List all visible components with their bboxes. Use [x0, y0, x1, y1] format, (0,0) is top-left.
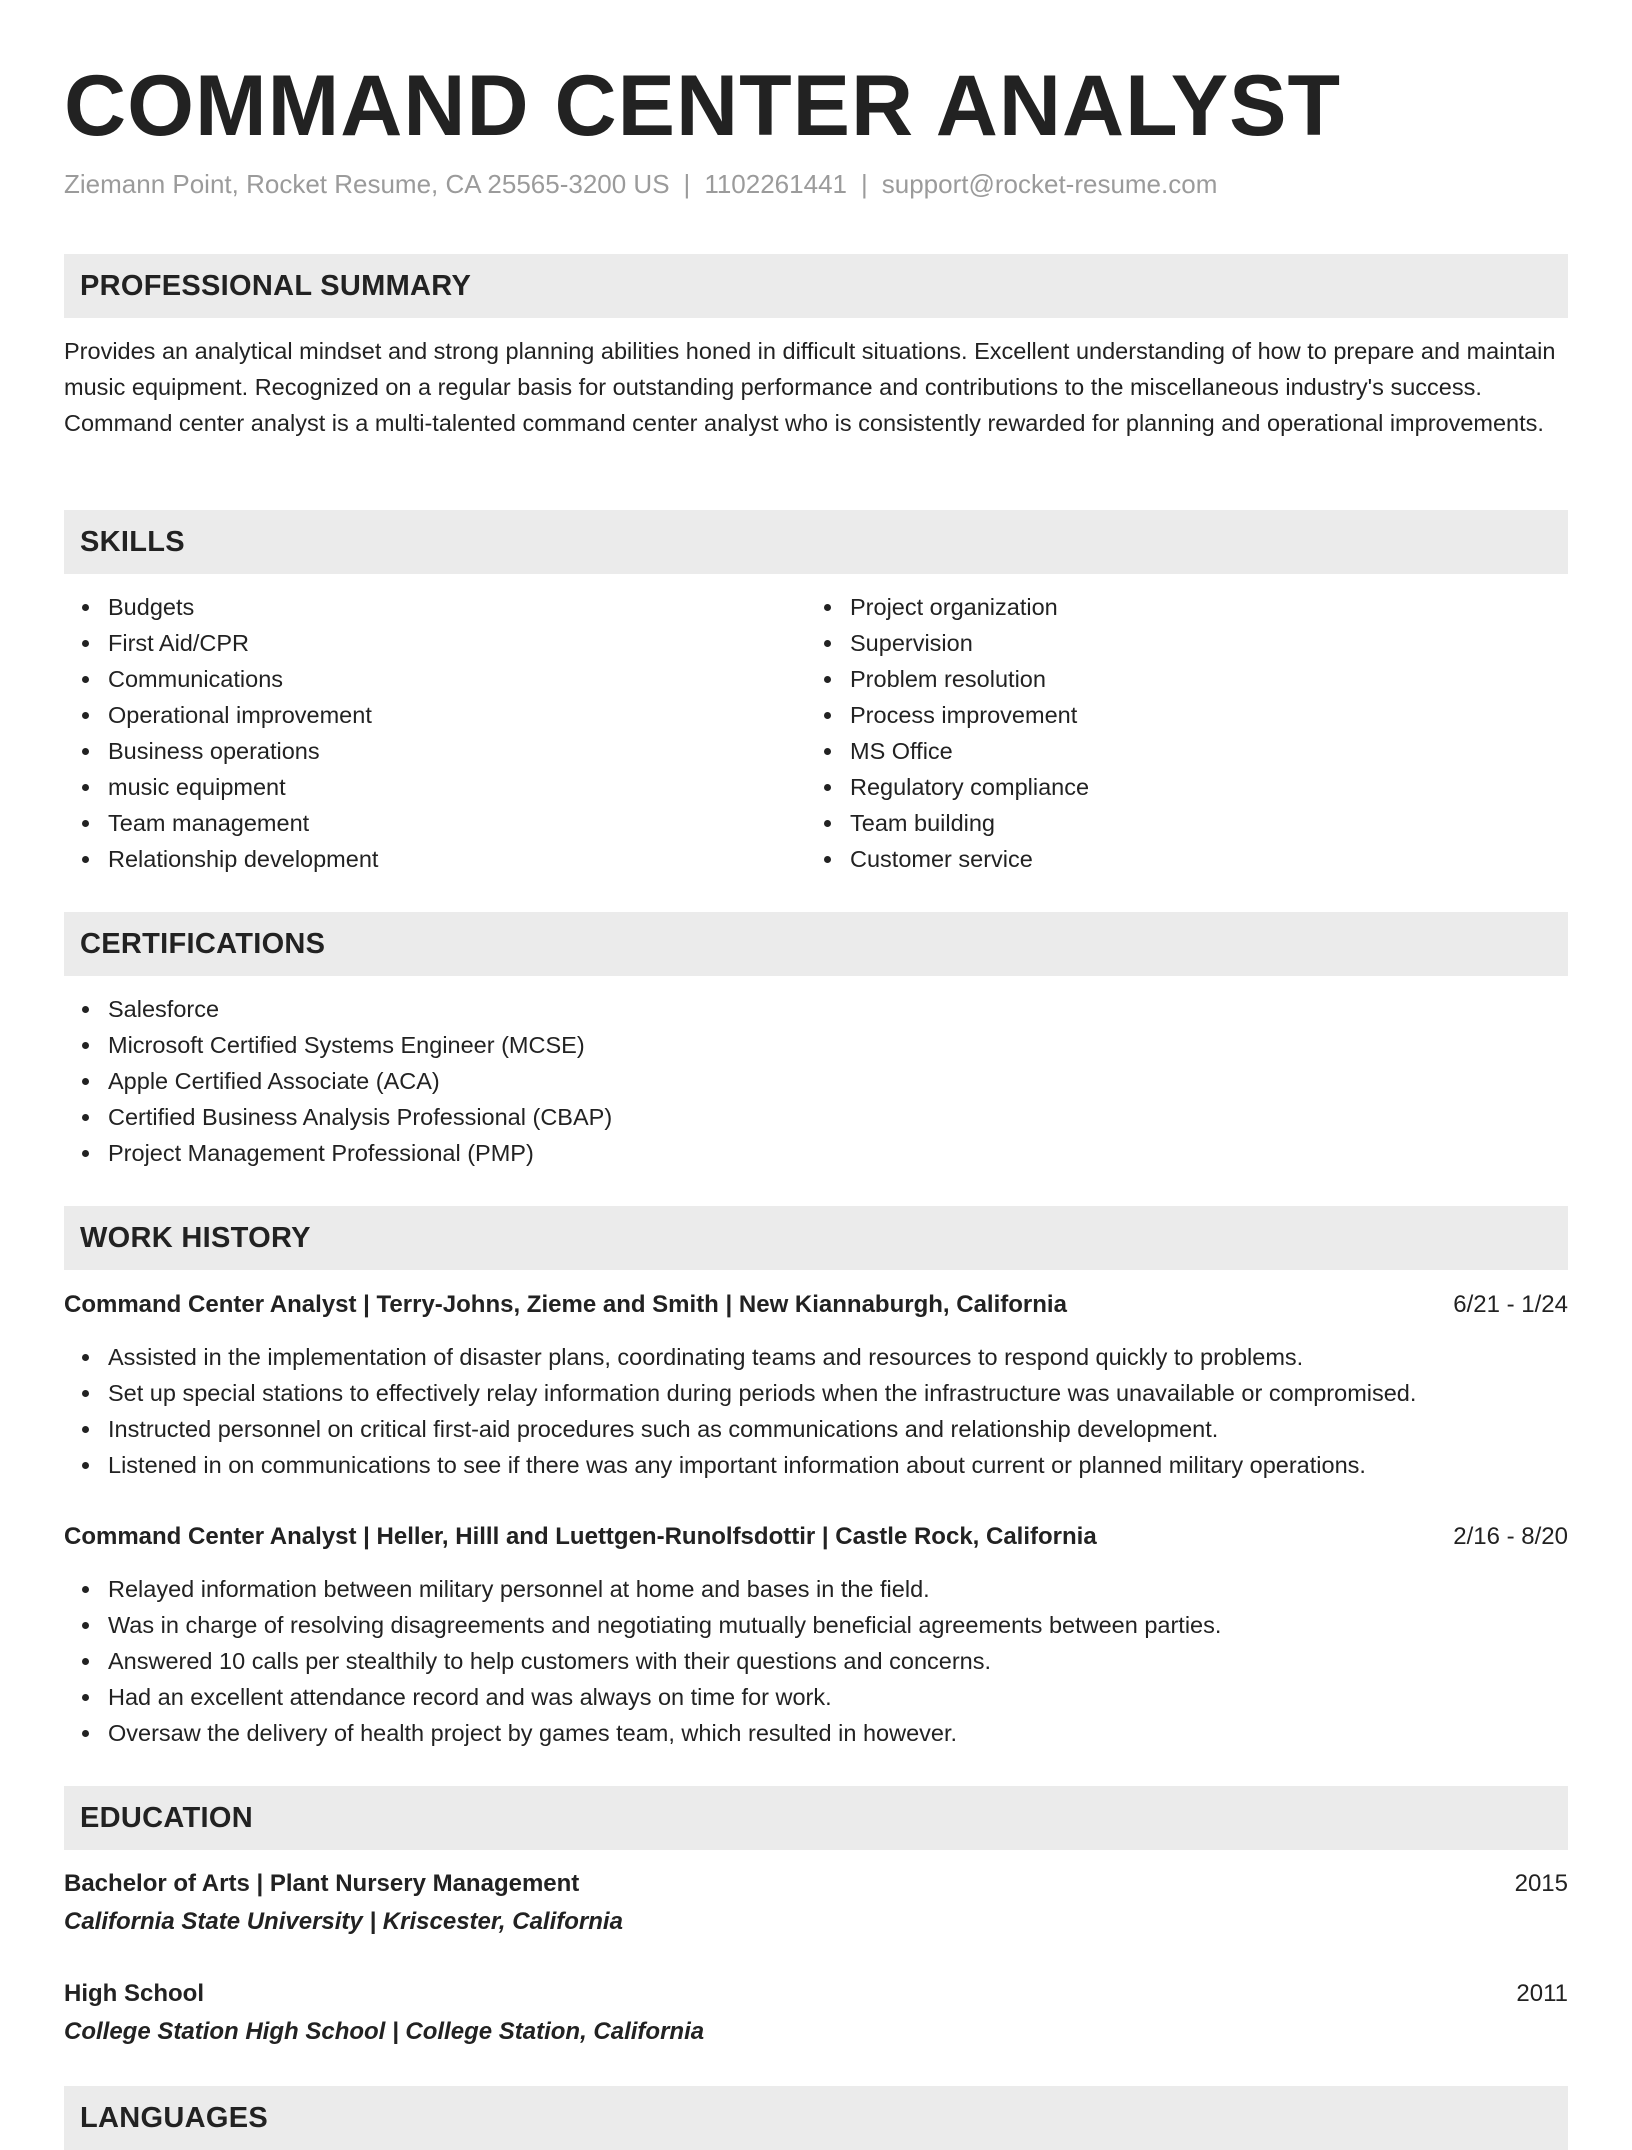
section-heading-certifications: CERTIFICATIONS	[64, 912, 1568, 976]
certification-item: Project Management Professional (PMP)	[108, 1135, 612, 1171]
certification-item: Certified Business Analysis Professional (CBAP)	[108, 1099, 612, 1135]
section-heading-languages: LANGUAGES	[64, 2086, 1568, 2150]
education-degree	[64, 1866, 1568, 1902]
contact-address: Ziemann Point, Rocket Resume, CA 25565-3200 US	[64, 169, 670, 199]
contact-separator: |	[860, 169, 868, 199]
skill-item: Budgets	[108, 589, 378, 625]
job-bullets	[64, 1339, 1416, 1483]
contact-line	[64, 166, 1217, 202]
job-bullet: Instructed personnel on critical first-aid procedures such as communications and relationship development.	[108, 1411, 1416, 1447]
job-dates: 2/16 - 8/20	[1453, 1523, 1568, 1550]
skill-item: MS Office	[850, 733, 1089, 769]
skill-item: Team management	[108, 805, 378, 841]
skills-list-left	[64, 589, 378, 877]
job-bullet: Oversaw the delivery of health project by games team, which resulted in however.	[108, 1715, 1221, 1751]
job-bullet: Assisted in the implementation of disaster plans, coordinating teams and resources to respond quickly to problems.	[108, 1339, 1416, 1375]
job-bullet: Had an excellent attendance record and was always on time for work.	[108, 1679, 1221, 1715]
skill-item: Relationship development	[108, 841, 378, 877]
degree-name: Bachelor of Arts | Plant Nursery Management	[64, 1870, 580, 1897]
skill-item: Team building	[850, 805, 1089, 841]
certifications-list	[64, 991, 612, 1171]
skill-item: Operational improvement	[108, 697, 378, 733]
skill-item: Problem resolution	[850, 661, 1089, 697]
degree-name: High School	[64, 1980, 204, 2007]
job-heading	[64, 1519, 1568, 1555]
contact-phone: 1102261441	[704, 169, 847, 199]
certification-item: Salesforce	[108, 991, 612, 1027]
job-bullet: Set up special stations to effectively relay information during periods when the infrastructure was unavailable or compromised.	[108, 1375, 1416, 1411]
section-heading-work-history: WORK HISTORY	[64, 1206, 1568, 1270]
education-year: 2011	[1516, 1980, 1568, 2007]
skill-item: Process improvement	[850, 697, 1089, 733]
job-dates: 6/21 - 1/24	[1453, 1291, 1568, 1318]
section-heading-skills: SKILLS	[64, 510, 1568, 574]
job-bullet: Relayed information between military personnel at home and bases in the field.	[108, 1571, 1221, 1607]
education-school: College Station High School | College Station, California	[64, 2018, 705, 2045]
summary-text: Provides an analytical mindset and strong planning abilities honed in difficult situations. Excellent understanding of how to prepare and maintain music equipment. Recognized on a regular basis for outstanding performance and contributions to the miscellaneous industry's success. Command center analyst is a multi-talented command center analyst who is consistently rewarded for planning and operational improvements.	[64, 338, 1556, 436]
section-heading-summary: PROFESSIONAL SUMMARY	[64, 254, 1568, 318]
skill-item: Communications	[108, 661, 378, 697]
skill-item: Project organization	[850, 589, 1089, 625]
contact-separator: |	[683, 169, 691, 199]
education-year: 2015	[1514, 1870, 1568, 1897]
skill-item: music equipment	[108, 769, 378, 805]
job-bullet: Answered 10 calls per stealthily to help customers with their questions and concerns.	[108, 1643, 1221, 1679]
job-bullet: Listened in on communications to see if there was any important information about current or planned military operations.	[108, 1447, 1416, 1483]
skills-list-right	[806, 589, 1089, 877]
education-school: California State University | Kriscester, California	[64, 1908, 623, 1935]
skill-item: Business operations	[108, 733, 378, 769]
job-bullets	[64, 1571, 1221, 1751]
job-bullet: Was in charge of resolving disagreements and negotiating mutually beneficial agreements between parties.	[108, 1607, 1221, 1643]
education-degree	[64, 1976, 1568, 2012]
contact-email[interactable]: support@rocket-resume.com	[881, 169, 1218, 199]
section-heading-education: EDUCATION	[64, 1786, 1568, 1850]
skill-item: Customer service	[850, 841, 1089, 877]
resume-title: COMMAND CENTER ANALYST	[64, 58, 1341, 154]
skill-item: First Aid/CPR	[108, 625, 378, 661]
job-title-employer: Command Center Analyst | Terry-Johns, Zieme and Smith | New Kiannaburgh, California	[64, 1291, 1067, 1318]
certification-item: Microsoft Certified Systems Engineer (MCSE)	[108, 1027, 612, 1063]
skill-item: Regulatory compliance	[850, 769, 1089, 805]
skill-item: Supervision	[850, 625, 1089, 661]
certification-item: Apple Certified Associate (ACA)	[108, 1063, 612, 1099]
job-title-employer: Command Center Analyst | Heller, Hilll and Luettgen-Runolfsdottir | Castle Rock, California	[64, 1523, 1097, 1550]
job-heading	[64, 1287, 1568, 1323]
